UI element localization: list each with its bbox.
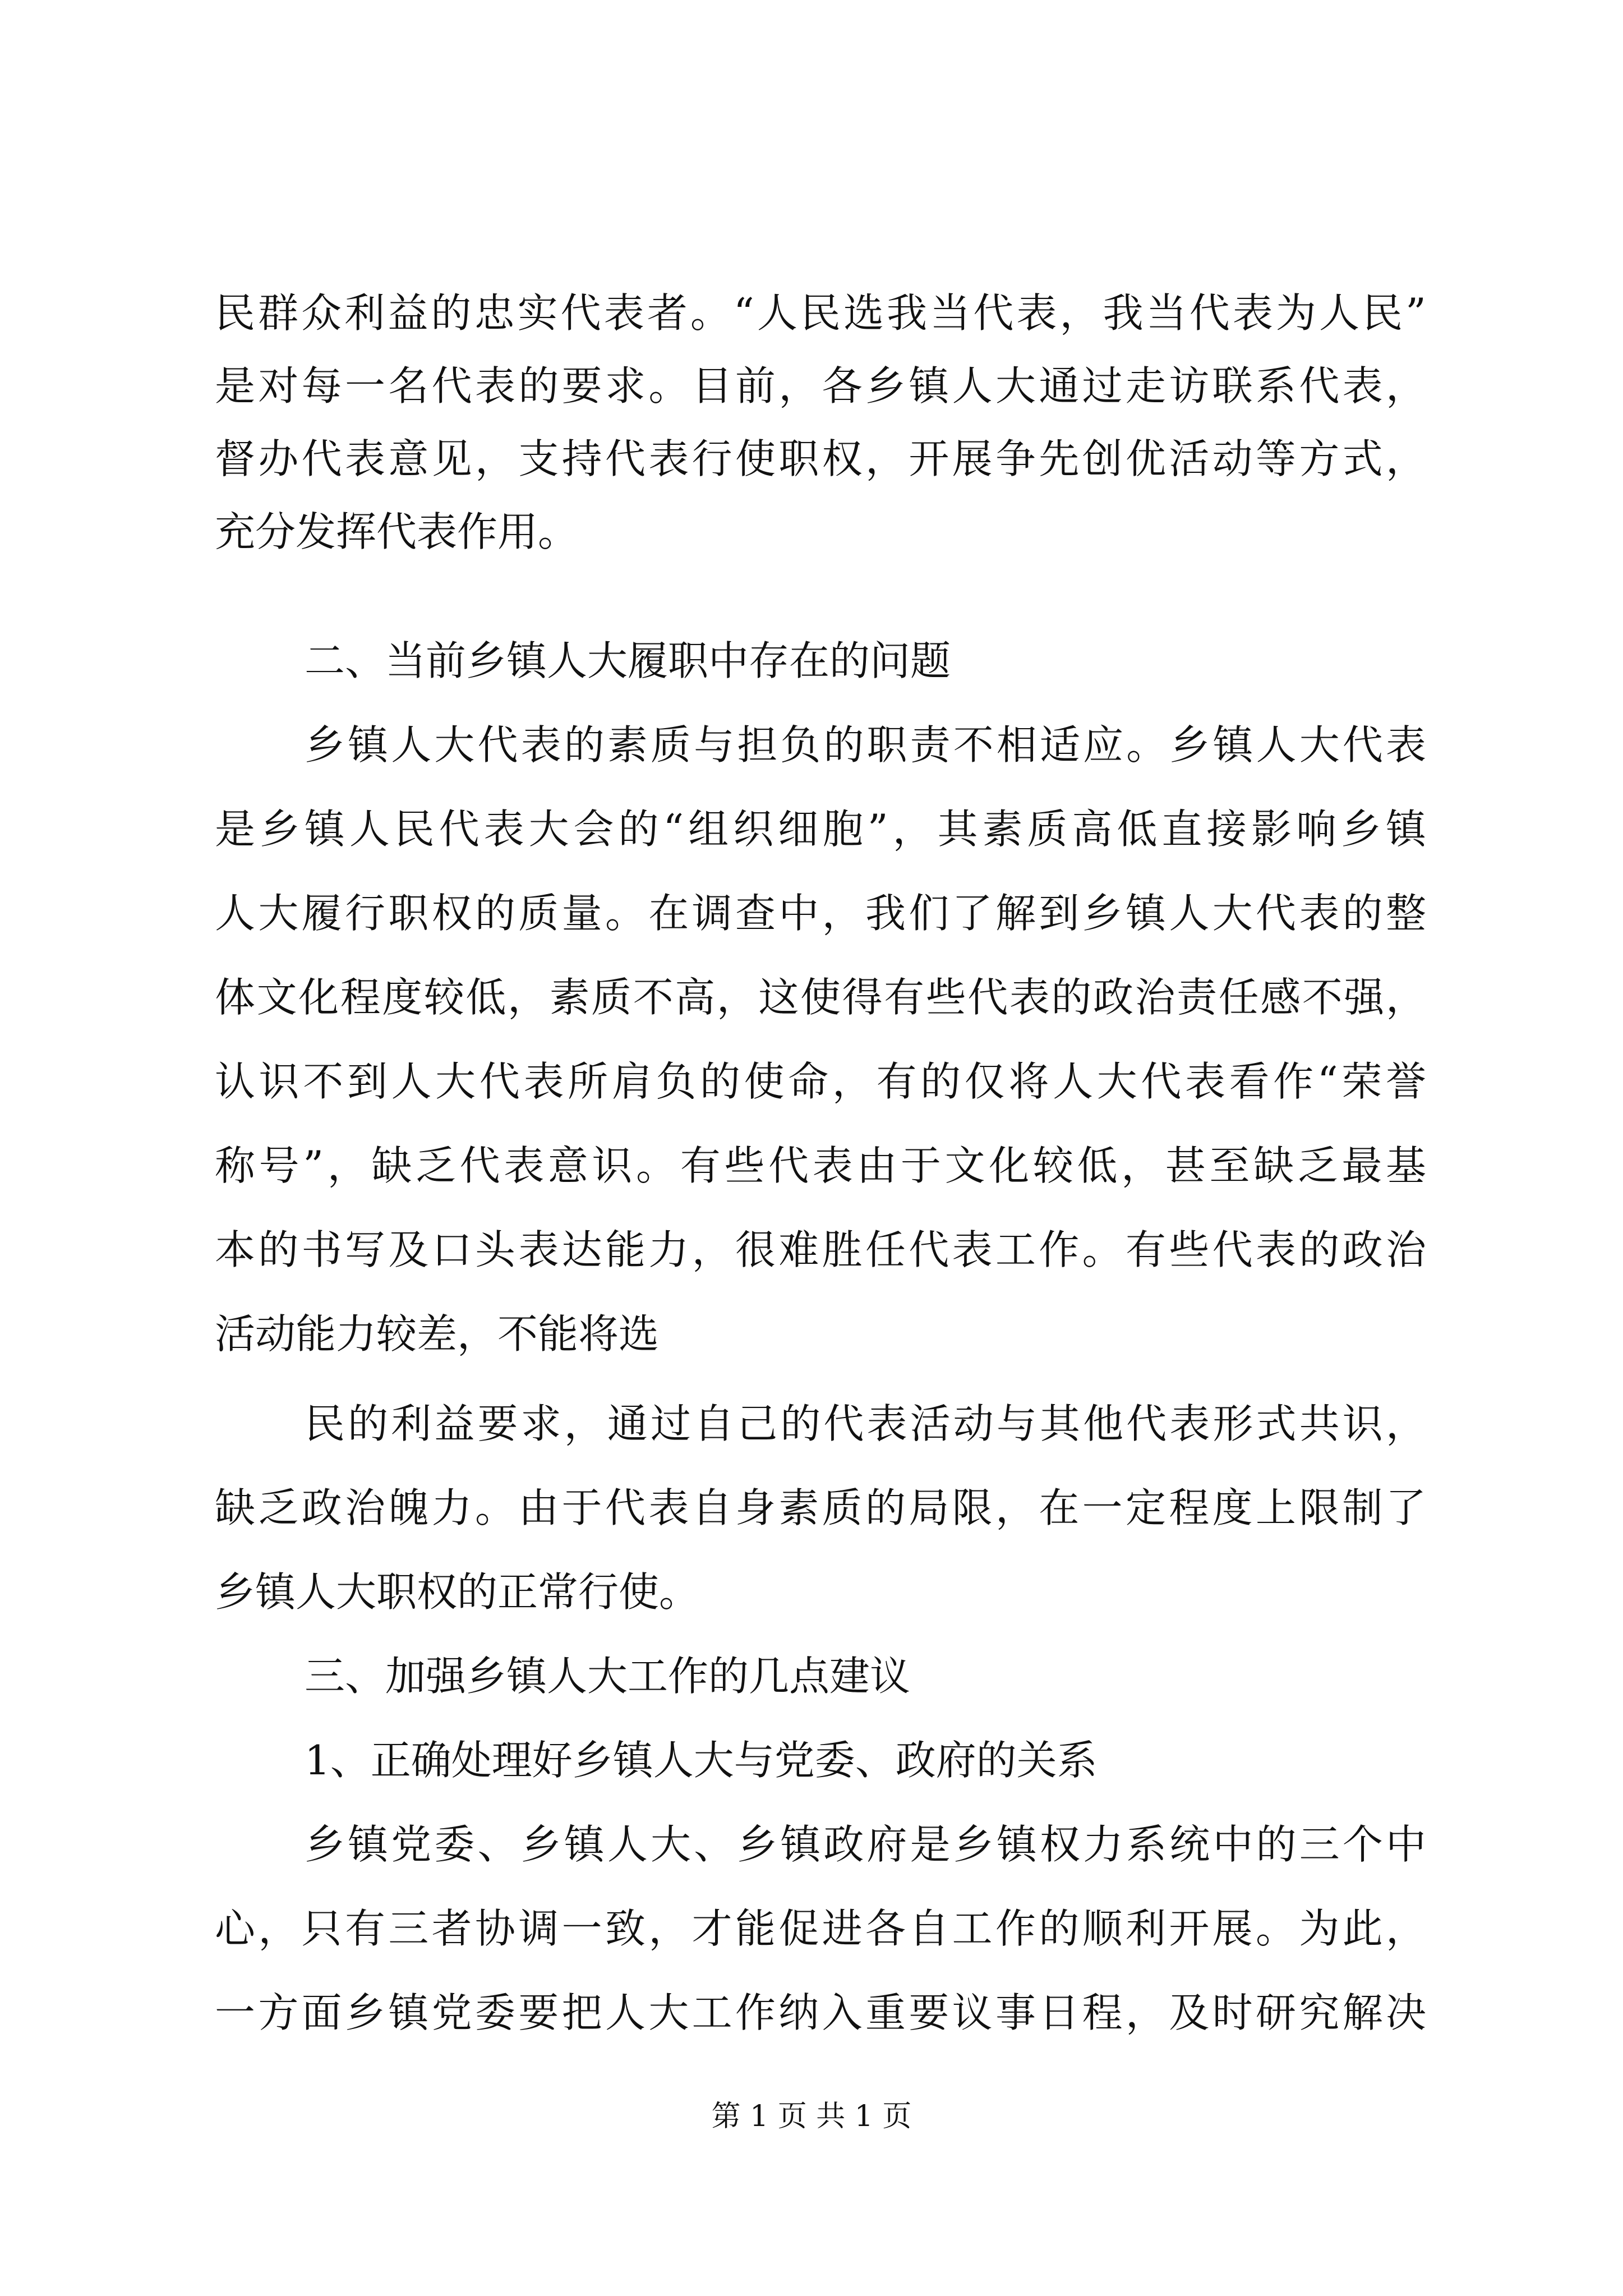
body-text-line: 缺乏政治魄力。由于代表自身素质的局限，在一定程度上限制了 — [215, 1484, 1426, 1531]
body-text-line: 体文化程度较低，素质不高，这使得有些代表的政治责任感不强， — [215, 974, 1426, 1021]
body-text-line: 本的书写及口头表达能力，很难胜任代表工作。有些代表的政治 — [215, 1226, 1426, 1273]
paragraph-first-line: 民的利益要求，通过自己的代表活动与其他代表形式共识， — [305, 1400, 1426, 1447]
body-text-line: 称号”，缺乏代表意识。有些代表由于文化较低，甚至缺乏最基 — [215, 1142, 1426, 1189]
body-text-line: 人大履行职权的质量。在调查中，我们了解到乡镇人大代表的整 — [215, 890, 1426, 937]
body-text-line: 认识不到人大代表所肩负的使命，有的仅将人大代表看作“荣誉 — [215, 1058, 1426, 1105]
body-text-line: 心，只有三者协调一致，才能促进各自工作的顺利开展。为此， — [215, 1905, 1426, 1952]
body-text-line: 充分发挥代表作用。 — [215, 508, 579, 555]
page-number-footer: 第 1 页 共 1 页 — [711, 2100, 912, 2133]
body-text-line: 是乡镇人民代表大会的“组织细胞”，其素质高低直接影响乡镇 — [215, 806, 1426, 853]
body-text-line: 是对每一名代表的要求。目前，各乡镇人大通过走访联系代表， — [215, 362, 1426, 409]
paragraph-first-line: 乡镇人大代表的素质与担负的职责不相适应。乡镇人大代表 — [305, 721, 1426, 769]
section-heading: 三、加强乡镇人大工作的几点建议 — [305, 1653, 911, 1700]
body-text-line: 活动能力较差，不能将选 — [215, 1310, 660, 1358]
body-text-line: 一方面乡镇党委要把人大工作纳入重要议事日程，及时研究解决 — [215, 1989, 1426, 2036]
body-text-line: 督办代表意见，支持代表行使职权，开展争先创优活动等方式， — [215, 435, 1426, 482]
section-heading: 二、当前乡镇人大履职中存在的问题 — [305, 637, 951, 684]
body-text-line: 民群众利益的忠实代表者。“人民选我当代表，我当代表为人民” — [215, 289, 1426, 337]
body-text-line: 乡镇人大职权的正常行使。 — [215, 1568, 700, 1616]
subsection-heading: 1、正确处理好乡镇人大与党委、政府的关系 — [305, 1737, 1098, 1784]
paragraph-first-line: 乡镇党委、乡镇人大、乡镇政府是乡镇权力系统中的三个中 — [305, 1821, 1426, 1868]
